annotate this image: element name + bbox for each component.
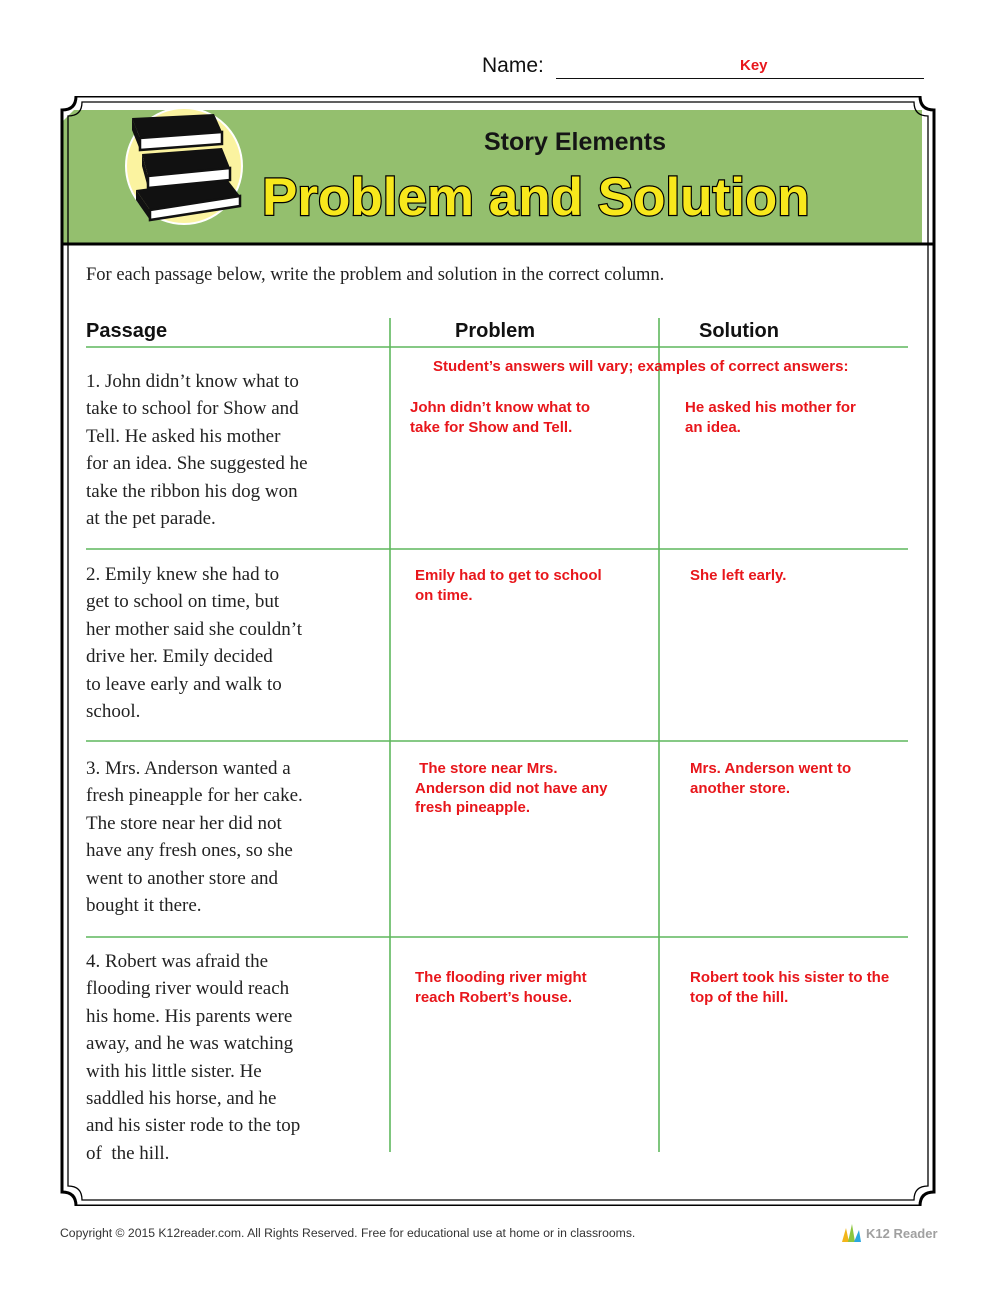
- problem-answer: [415, 759, 608, 818]
- solution-answer-line: Mrs. Anderson went to: [690, 760, 852, 777]
- passage-text: [86, 368, 366, 532]
- passage-text-line: to leave early and walk to: [86, 673, 282, 695]
- name-line: [556, 78, 924, 79]
- solution-answer-line: Robert took his sister to the: [690, 969, 890, 986]
- name-field: [482, 54, 927, 84]
- solution-answer-line: an idea.: [685, 418, 741, 436]
- passage-text-line: 4. Robert was afraid the: [86, 951, 269, 972]
- passage-text-line: at the pet parade.: [86, 508, 216, 530]
- problem-answer: [410, 398, 590, 437]
- problem-answer-line: The store near Mrs.: [415, 760, 558, 777]
- solution-answer-line: top of the hill.: [690, 988, 789, 1006]
- page-title: [262, 160, 902, 230]
- passage-text-line: her mother said she couldn’t: [86, 618, 302, 640]
- solution-answer: [690, 968, 889, 1007]
- passage-text-line: take the ribbon his dog won: [86, 480, 298, 502]
- column-header-problem: Problem: [455, 320, 536, 342]
- passage-text-line: Tell. He asked his mother: [86, 425, 281, 447]
- page-title-text: Problem and Solution: [262, 168, 810, 227]
- solution-answer: [685, 398, 856, 437]
- name-label: Name:: [482, 54, 544, 77]
- passage-text-line: fresh pineapple for her cake.: [86, 785, 303, 807]
- logo-mark: [838, 1222, 866, 1244]
- passage-text-line: 1. John didn’t know what to: [86, 371, 299, 392]
- problem-answer-line: Anderson did not have any: [415, 779, 608, 797]
- passage-text-line: The store near her did not: [86, 812, 282, 834]
- problem-answer-line: John didn’t know what to: [410, 399, 590, 416]
- logo-text: K12 Reader: [866, 1226, 938, 1241]
- passage-text-line: flooding river would reach: [86, 978, 290, 1000]
- problem-answer: [415, 968, 587, 1007]
- problem-answer: [415, 566, 602, 605]
- problem-answer-line: Emily had to get to school: [415, 567, 602, 584]
- solution-answer-line: He asked his mother for: [685, 399, 856, 416]
- instructions: For each passage below, write the problem and solution in the correct column.: [86, 265, 665, 285]
- passage-text-line: school.: [86, 701, 141, 723]
- problem-answer-line: The flooding river might: [415, 969, 587, 986]
- passage-text-line: with his little sister. He: [86, 1060, 262, 1082]
- passage-text-line: 3. Mrs. Anderson wanted a: [86, 758, 291, 779]
- problem-answer-line: fresh pineapple.: [415, 799, 531, 817]
- passage-text-line: have any fresh ones, so she: [86, 840, 293, 862]
- passage-text-line: saddled his horse, and he: [86, 1088, 277, 1110]
- passage-text: [86, 948, 366, 1167]
- copyright-footer: Copyright © 2015 K12reader.com. All Rights Reserved. Free for educational use at home or in classrooms.: [60, 1226, 636, 1240]
- column-header-solution: Solution: [699, 320, 779, 342]
- passage-text-line: for an idea. She suggested he: [86, 453, 308, 475]
- passage-text-line: get to school on time, but: [86, 591, 280, 613]
- passage-text-line: his home. His parents were: [86, 1005, 293, 1027]
- column-header-passage: Passage: [86, 320, 168, 342]
- passage-text: [86, 561, 366, 725]
- problem-answer-line: take for Show and Tell.: [410, 418, 573, 436]
- passage-text-line: take to school for Show and: [86, 398, 299, 420]
- passage-text-line: went to another store and: [86, 867, 279, 889]
- passage-text-line: bought it there.: [86, 895, 202, 917]
- solution-answer-line: another store.: [690, 779, 791, 797]
- answer-note: Student’s answers will vary; examples of correct answers:: [433, 358, 849, 375]
- problem-answer-line: on time.: [415, 586, 473, 604]
- passage-text-line: of the hill.: [86, 1142, 170, 1164]
- solution-answer: [690, 566, 786, 586]
- passage-text-line: drive her. Emily decided: [86, 646, 273, 668]
- passage-text: [86, 755, 366, 919]
- problem-answer-line: reach Robert’s house.: [415, 988, 572, 1006]
- passage-text-line: away, and he was watching: [86, 1033, 294, 1055]
- passage-text-line: 2. Emily knew she had to: [86, 564, 280, 585]
- k12-reader-logo-icon: [838, 1222, 948, 1246]
- solution-answer: [690, 759, 851, 798]
- passage-text-line: and his sister rode to the top: [86, 1115, 301, 1137]
- solution-answer-line: She left early.: [690, 567, 787, 584]
- name-value: Key: [740, 57, 768, 74]
- books-icon: [118, 102, 253, 227]
- page-supertitle: Story Elements: [483, 128, 666, 156]
